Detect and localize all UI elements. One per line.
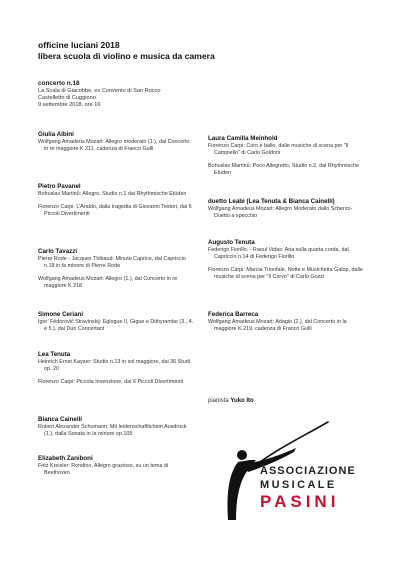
performer-name: Augusto Tenuta [208,239,255,246]
concert-venue: La Scala di Giacobbe, ex Convento di San Rocco [38,88,161,94]
logo-line3: PASINI [260,492,340,511]
performer-name: Federica Barreca [208,311,259,318]
performer-block [38,183,194,218]
piece: Fritz Kreisler: Rondino, Allegro grazioso, su un tema di Beethoven [38,463,169,476]
performer-block [38,131,194,153]
pianist-label: pianista [208,398,229,404]
concert-date: 9 settembre 2018, ore 16 [38,102,101,108]
piece: Fiorenzo Carpi: Coro e ballo, dalle musiche di scena per "Il Campiello" di Carlo Goldoni [208,143,349,156]
performer-name: Pietro Pavanel [38,183,81,190]
performer-block [38,248,194,290]
piece: Bohuslav Martinů: Poco Allegretto, Studio n.2, dai Rhythmische Etüden [208,163,360,176]
performer-block [38,311,194,333]
performer-block [208,198,364,220]
performer-block [38,455,194,477]
header-title: officine luciani 2018 [38,40,120,50]
performer-name: Carlo Tavazzi [38,248,78,255]
piece: Wolfgang Amadeus Mozart: Allegro moderato (1.), dal Concerto in re maggiore K 211, cadenza di Franco Gulli [38,139,190,152]
performer-block [38,416,194,438]
pianist-name: Yuko Ito [230,398,254,404]
performer-name: Laura Camilla Meinhold [208,135,278,142]
piece: Igor’ Fëdorovič Stravinskij: Eglogue II, Gigue e Dithyrambe (3., 4. e 5.), dal Duo Concertant [38,319,194,332]
piece: Fiorenzo Carpi: L’Araldo, dalla tragedia di Giovanni Testori, dai 6 Piccoli Divertimenti [38,204,192,217]
logo-line2: MUSICALE [260,479,337,491]
performer-name: duetto Leabì (Lea Tenuta & Bianca Cainelli) [208,198,335,205]
piece: Wolfgang Amadeus Mozart: Allegro Moderato dallo Scherzo-Duetto a specchio [208,206,353,219]
header-subtitle: libera scuola di violino e musica da camera [38,51,215,61]
performer-name: Giulia Albini [38,131,74,138]
performer-name: Elizabeth Zaniboni [38,455,93,462]
concert-title: concerto n.18 [38,80,80,87]
piece: Wolfgang Amadeus Mozart: Allegro (1.), dal Concerto in re maggiore K 218 [38,276,178,289]
performer-name: Lea Tenuta [38,351,71,358]
performer-block [208,311,364,333]
performer-block [208,239,364,281]
performer-block [38,351,194,386]
piece: Wolfgang Amadeus Mozart: Adagio (2.), dal Concerto in la maggiore K 219, cadenza di Franco Gulli [208,319,347,332]
piece: Fiorenzo Carpi: Marcia Trionfale, Notte e Musichetta Galop, dalle musiche di scena per "Il Corvo" di Carlo Gozzi [208,267,363,280]
performer-block [208,135,364,177]
performer-name: Bianca Cainelli [38,416,83,423]
piece: Fiorenzo Carpi: Piccola Invenzione, dai 6 Piccoli Divertimenti [38,379,184,385]
logo-line1: ASSOCIAZIONE [260,465,356,477]
concert-info [38,80,238,109]
piece: Heinrich Ernst Kayser: Studio n.13 in sol maggiore, dai 36 Studi op. 20 [38,359,190,372]
concert-place: Castelletto di Cuggiono [38,95,96,101]
piece: Federigo Fiorillo. - Raoul Vidas: Aria sulla quarta corda, dal Capriccio n.14 di Federigo Fiorillo [208,247,349,260]
header [38,40,215,62]
piece: Pierre Rode - Jacques Thibaud: Minute Caprice, dal Capriccio n.18 in fa minore di Pierre Rode [38,256,186,269]
piece: Bohuslav Martinů: Allegro, Studio n.1 dai Rhythmische Etüden [38,191,187,197]
association-logo [220,410,370,530]
pianist-credit [208,398,254,404]
performer-name: Simone Ceriani [38,311,84,318]
piece: Robert Alexander Schumann: Mit leidenschaftlichem Ausdruck (1.), dalla Sonata in la minore op.105 [38,424,187,437]
